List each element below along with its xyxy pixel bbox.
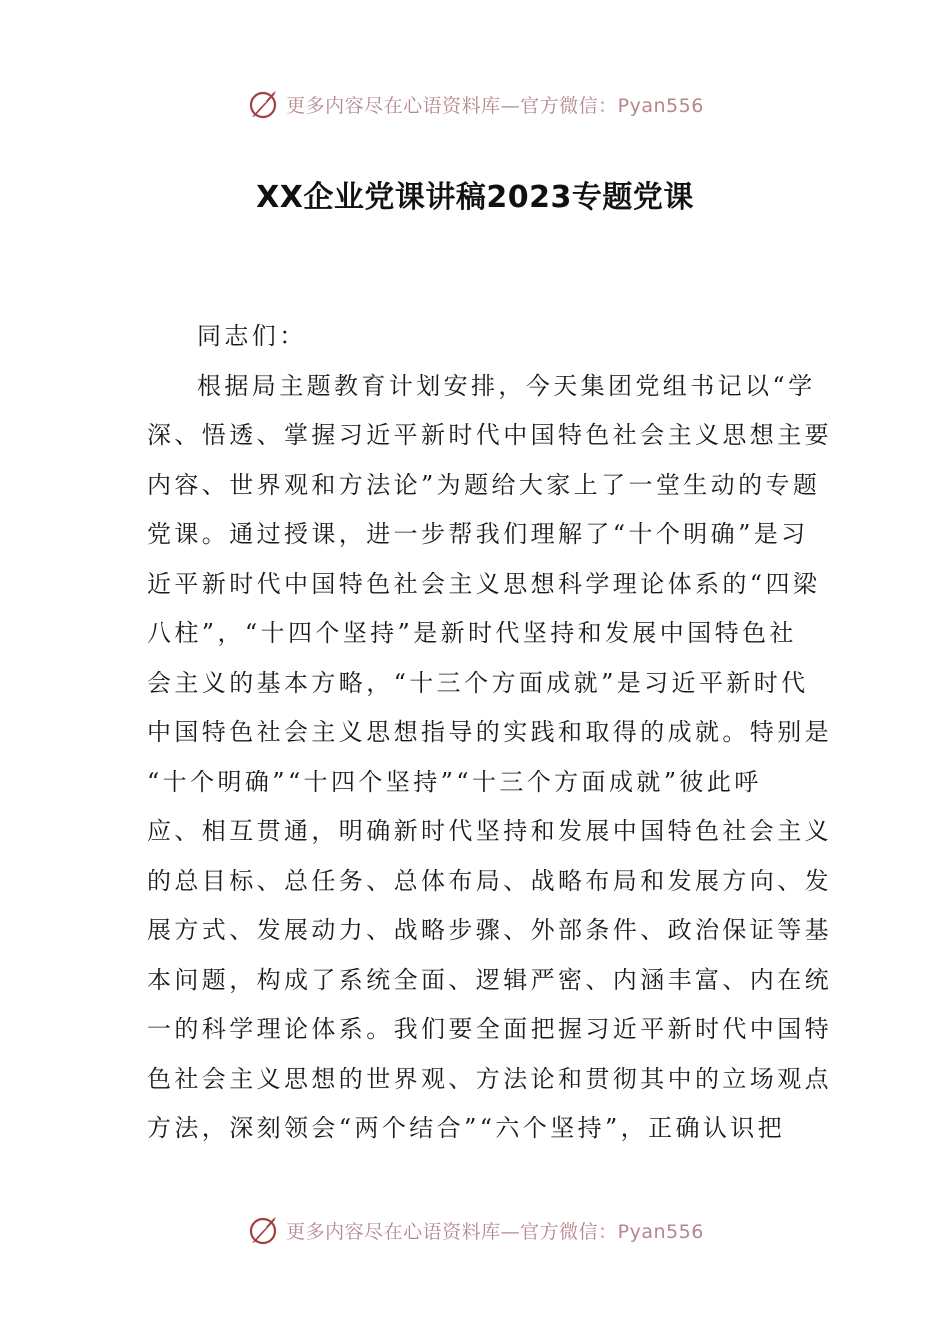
document-body [147, 312, 832, 1154]
watermark-wechat-id: Pyan556 [617, 94, 704, 117]
paragraph-line: 应、相互贯通，明确新时代坚持和发展中国特色社会主义 [147, 817, 832, 845]
paragraph-line: 一的科学理论体系。我们要全面把握习近平新时代中国特 [147, 1015, 832, 1043]
paragraph-line: 深、悟透、掌握习近平新时代中国特色社会主义思想主要 [147, 421, 832, 449]
paragraph-line: 中国特色社会主义思想指导的实践和取得的成就。特别是 [147, 718, 832, 746]
paragraph-line: 近平新时代中国特色社会主义思想科学理论体系的“四梁 [147, 569, 821, 598]
watermark-text [286, 91, 704, 118]
watermark-wechat-id: Pyan556 [617, 1220, 704, 1243]
paragraph-line: 党课。通过授课，进一步帮我们理解了“十个明确”是习 [147, 520, 809, 548]
paragraph-line: 色社会主义思想的世界观、方法论和贯彻其中的立场观点 [147, 1064, 832, 1093]
paragraph-line: 八柱”，“十四个坚持”是新时代坚持和发展中国特色社 [147, 619, 797, 647]
watermark-banner-top [0, 84, 950, 124]
document-title: XX企业党课讲稿2023专题党课 [256, 180, 694, 215]
paragraph-line: “十个明确”“十四个坚持”“十三个方面成就”彼此呼 [147, 767, 762, 796]
watermark-text [286, 1217, 704, 1244]
paragraph-line: 本问题，构成了系统全面、逻辑严密、内涵丰富、内在统 [147, 965, 832, 994]
quill-pen-logo-icon [246, 1213, 280, 1247]
watermark-label: 更多内容尽在心语资料库—官方微信： [286, 1220, 618, 1243]
paragraph-line: 展方式、发展动力、战略步骤、外部条件、政治保证等基 [147, 916, 832, 944]
watermark-banner-bottom [0, 1210, 950, 1250]
paragraph-line: 方法，深刻领会“两个结合”“六个坚持”，正确认识把 [147, 1114, 786, 1142]
body-paragraph [147, 362, 832, 1154]
paragraph-line: 根据局主题教育计划安排，今天集团党组书记以“学 [197, 371, 816, 400]
salutation: 同志们： [197, 322, 307, 350]
paragraph-line: 的总目标、总任务、总体布局、战略布局和发展方向、发 [147, 866, 832, 895]
paragraph-line: 会主义的基本方略，“十三个方面成就”是习近平新时代 [147, 668, 809, 697]
quill-pen-logo-icon [246, 87, 280, 121]
watermark-label: 更多内容尽在心语资料库—官方微信： [286, 94, 618, 117]
paragraph-line: 内容、世界观和方法论”为题给大家上了一堂生动的专题 [147, 470, 821, 499]
